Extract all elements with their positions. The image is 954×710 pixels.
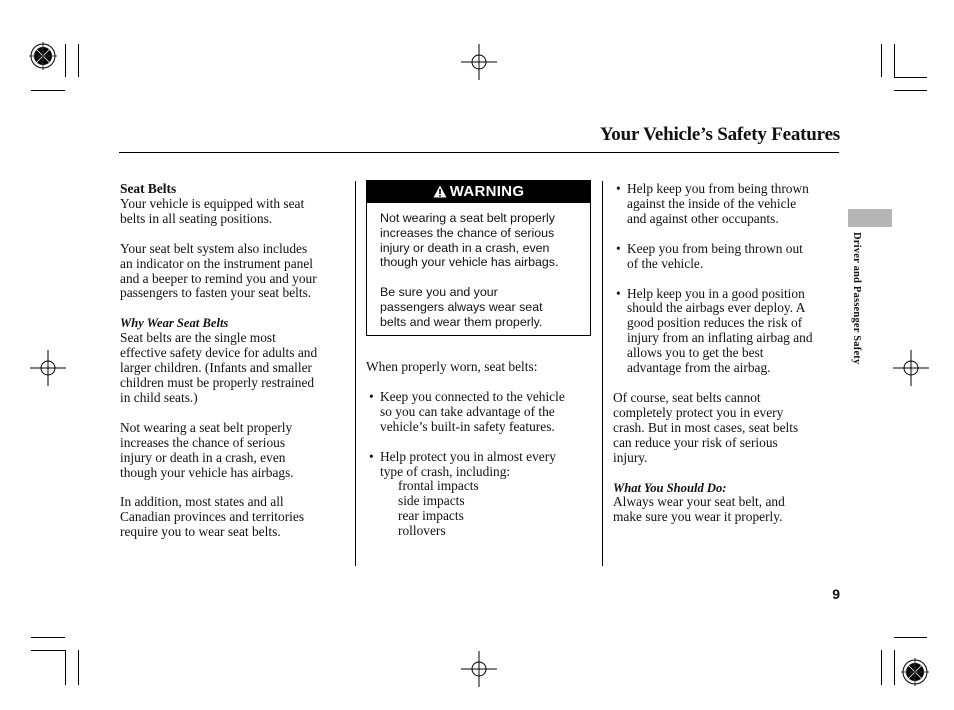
list-item [366, 450, 598, 480]
text-line: completely protect you in every [613, 404, 784, 420]
text-line: good position reduces the risk of [627, 315, 803, 331]
text-line: allows you to get the best [627, 345, 764, 361]
section-heading: Seat Belts [120, 181, 177, 196]
text-line: require you to wear seat belts. [120, 524, 281, 540]
warning-header [367, 181, 590, 203]
crash-type-item: rollovers [398, 523, 446, 539]
paragraph [120, 197, 352, 227]
list-item [613, 287, 841, 376]
text-line: children must be properly restrained [120, 374, 315, 390]
text-line: Not wearing a seat belt properly [380, 211, 555, 225]
paragraph [120, 495, 352, 540]
text-line: should the airbags ever deploy. A [627, 300, 806, 316]
text-line: • Help keep you from being thrown [627, 181, 809, 196]
text-line: in child seats.) [120, 389, 198, 405]
registration-target-icon [30, 350, 66, 386]
paragraph [120, 421, 352, 481]
warning-box [366, 180, 591, 336]
text-line: Seat belts are the single most [120, 330, 276, 346]
crash-type-item: frontal impacts [398, 478, 479, 494]
text-line: injury or death in a crash, even [380, 240, 550, 255]
warning-label: WARNING [449, 183, 525, 200]
text-line: • Help protect you in almost every [380, 448, 556, 464]
text-line: • Keep you from being thrown out [627, 240, 803, 256]
text-line: type of crash, including: [380, 463, 511, 479]
list-item [366, 390, 598, 435]
text-line: • Help keep you in a good position [627, 285, 805, 301]
text-line: Your seat belt system also includes [120, 240, 308, 256]
warning-body [367, 203, 590, 330]
text-line: so you can take advantage of the [380, 403, 555, 419]
column-divider [355, 181, 356, 566]
text-line: passengers always wear seat [380, 299, 543, 314]
crash-type-item: side impacts [398, 493, 465, 509]
text-line: increases the chance of serious [380, 225, 555, 240]
text-line: though your vehicle has airbags. [120, 464, 294, 480]
registration-starburst-icon [901, 658, 929, 686]
text-line: belts in all seating positions. [120, 210, 273, 226]
text-line: and against other occupants. [627, 210, 779, 226]
text-line: Your vehicle is equipped with seat [120, 195, 305, 211]
right-column [613, 182, 841, 525]
text-line: Of course, seat belts cannot [613, 389, 761, 405]
text-line: can reduce your risk of serious [613, 434, 778, 450]
paragraph [613, 495, 841, 525]
left-column [120, 182, 352, 540]
text-line: though your vehicle has airbags. [380, 255, 559, 270]
text-line: In addition, most states and all [120, 494, 284, 510]
paragraph [613, 391, 841, 466]
text-line: larger children. (Infants and smaller [120, 360, 312, 376]
text-line: Canadian provinces and territories [120, 509, 305, 525]
text-line: an indicator on the instrument panel [120, 255, 313, 271]
subheading: What You Should Do: [613, 480, 727, 495]
text-line: effective safety device for adults and [120, 345, 318, 361]
registration-target-icon [461, 44, 497, 80]
crash-type-list [366, 479, 598, 539]
text-line: advantage from the airbag. [627, 360, 771, 376]
title-rule [119, 152, 839, 153]
text-line: • Keep you connected to the vehicle [380, 388, 565, 404]
text-line: vehicle’s built-in safety features. [380, 418, 555, 434]
list-item [613, 242, 841, 272]
section-tab [848, 209, 892, 227]
text-line: injury. [613, 449, 648, 465]
text-line: and a beeper to remind you and your [120, 270, 317, 286]
text-line: against the inside of the vehicle [627, 195, 797, 211]
page-title: Your Vehicle’s Safety Features [599, 124, 840, 145]
subheading: Why Wear Seat Belts [120, 316, 229, 331]
text-line: injury or death in a crash, even [120, 449, 286, 465]
text-line: belts and wear them properly. [380, 314, 543, 329]
text-line: injury from an inflating airbag and [627, 330, 813, 346]
list-item [613, 182, 841, 227]
text-line: of the vehicle. [627, 255, 704, 271]
paragraph [120, 331, 352, 406]
text-line: crash. But in most cases, seat belts [613, 419, 799, 435]
text-line: Not wearing a seat belt properly [120, 419, 293, 435]
paragraph [120, 242, 352, 302]
text-line: make sure you wear it properly. [613, 509, 783, 525]
text-line: passengers to fasten your seat belts. [120, 285, 312, 301]
warning-triangle-icon [433, 185, 447, 198]
middle-column [366, 360, 598, 539]
intro-text: When properly worn, seat belts: [366, 359, 538, 374]
crash-type-item: rear impacts [398, 508, 464, 524]
page-number: 9 [832, 586, 840, 602]
text-line: increases the chance of serious [120, 434, 286, 450]
registration-starburst-icon [29, 42, 57, 70]
text-line: Always wear your seat belt, and [613, 494, 785, 510]
column-divider [602, 181, 603, 566]
registration-target-icon [893, 350, 929, 386]
text-line: Be sure you and your [380, 285, 498, 300]
registration-target-icon [461, 651, 497, 687]
section-label: Driver and Passenger Safety [851, 232, 862, 365]
